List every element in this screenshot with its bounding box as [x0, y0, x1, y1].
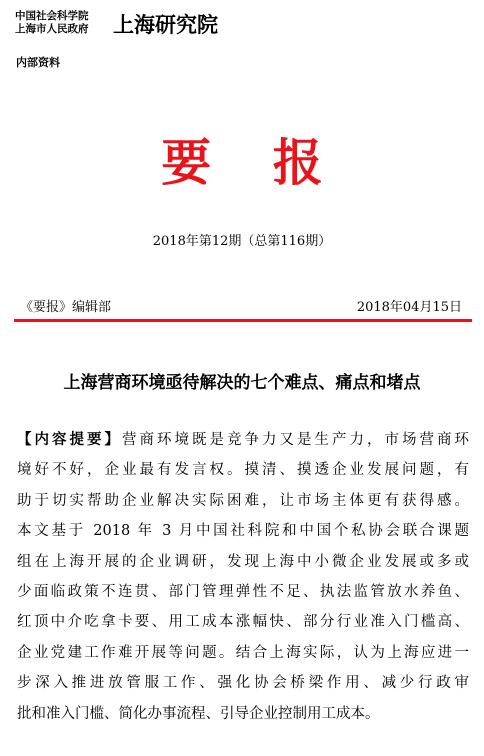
- abstract-line: 红顶中介吃拿卡要、用工成本涨幅快、部分行业准入门槛高、: [17, 614, 469, 631]
- article-title: 上海营商环境亟待解决的七个难点、痛点和堵点: [63, 373, 421, 393]
- abstract-line: 企业党建工作难开展等问题。结合上海实际，认为上海应进一: [17, 644, 469, 661]
- institute-name: 上海研究院: [113, 12, 218, 37]
- publication-date: 2018年04月15日: [356, 300, 462, 315]
- abstract-line: 组在上海开展的企业调研，发现上海中小微企业发展或多或: [17, 553, 469, 570]
- org-cass: 中国社会科学院: [15, 10, 89, 22]
- abstract-line: 批和准入门槛、简化办事流程、引导企业控制用工成本。: [17, 705, 380, 722]
- issue-number: 2018年第12期（总第116期）: [152, 234, 332, 249]
- article-abstract: [17, 425, 469, 729]
- abstract-line-text: 营商环境既是竞争力又是生产力，市场营商环: [122, 432, 469, 448]
- abstract-label: 【内容提要】: [17, 431, 122, 448]
- sponsor-organizations: [15, 10, 111, 36]
- org-shanghai-government: 上海市人民政府: [15, 23, 89, 35]
- abstract-line: 助于切实帮助企业解决实际困难，让市场主体更有获得感。: [17, 492, 469, 509]
- masthead-title: 要 报: [161, 133, 345, 192]
- abstract-line: [17, 425, 469, 455]
- classification-label: 内部资料: [16, 56, 60, 69]
- abstract-line: 少面临政策不连贯、部门管理弹性不足、执法监管放水养鱼、: [17, 583, 469, 600]
- abstract-line: 境好不好，企业最有发言权。摸清、摸透企业发展问题，有: [17, 462, 469, 479]
- abstract-line: 本文基于 2018 年 3 月中国社科院和中国个私协会联合课题: [17, 523, 469, 540]
- editorial-department: 《要报》编辑部: [20, 300, 112, 315]
- abstract-line: 步深入推进放管服工作、强化协会桥梁作用、减少行政审: [17, 675, 469, 692]
- red-divider: [14, 319, 472, 322]
